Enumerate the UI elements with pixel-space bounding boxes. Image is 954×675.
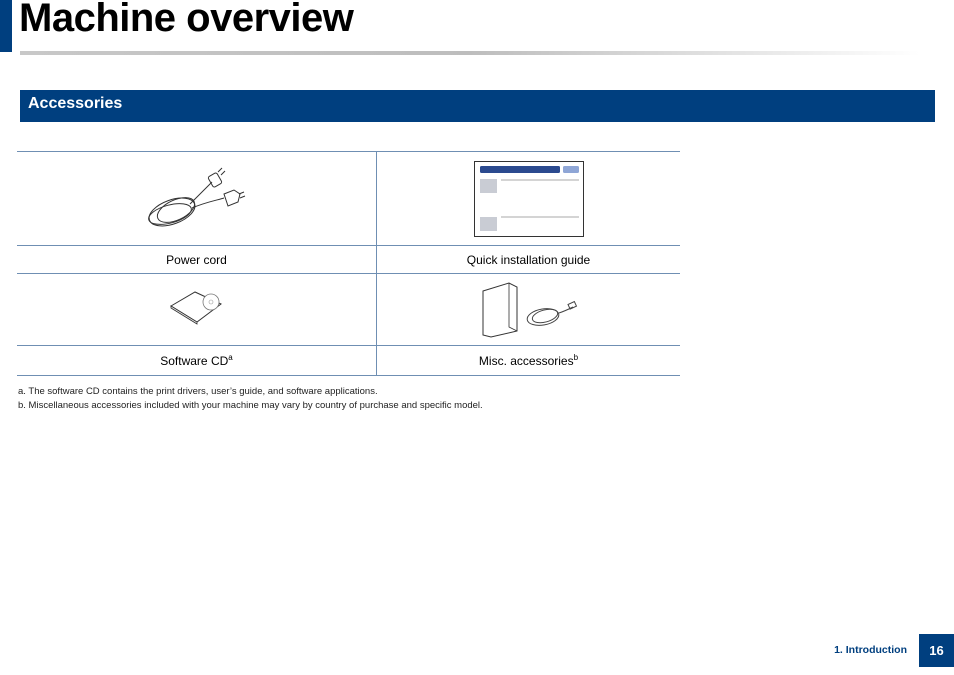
footnotes — [18, 385, 483, 412]
power-cord-label: Power cord — [17, 246, 377, 274]
quick-guide-icon — [474, 161, 584, 237]
misc-accessories-cell — [377, 274, 681, 346]
power-cord-icon — [142, 164, 252, 234]
quick-guide-cell — [377, 152, 681, 246]
table-row — [17, 346, 680, 376]
section-header — [20, 90, 935, 122]
section-title: Accessories — [28, 95, 123, 112]
misc-accessories-label — [377, 346, 681, 376]
power-cord-cell — [17, 152, 377, 246]
footnote-b: b. Miscellaneous accessories included with your machine may vary by country of purchase and specific model. — [18, 399, 483, 411]
quick-guide-label: Quick installation guide — [377, 246, 681, 274]
title-accent-bar — [0, 0, 12, 52]
software-cd-cell — [17, 274, 377, 346]
page-number: 16 — [919, 634, 954, 667]
table-row — [17, 246, 680, 274]
misc-accessories-text: Misc. accessories — [478, 353, 574, 368]
misc-accessories-icon — [479, 281, 579, 339]
page-title: Machine overview — [19, 0, 354, 40]
accessories-table — [17, 151, 680, 376]
footnote-a: a. The software CD contains the print drivers, user’s guide, and software applications. — [18, 386, 378, 397]
table-row — [17, 152, 680, 246]
footnote-ref-b: b — [573, 352, 579, 362]
footer-chapter: 1. Introduction — [834, 644, 907, 656]
software-cd-label — [17, 346, 377, 376]
table-row — [17, 274, 680, 346]
software-cd-icon — [169, 290, 225, 330]
software-cd-text: Software CD — [160, 353, 229, 368]
title-underline — [20, 51, 920, 55]
footnote-ref-a: a — [228, 352, 233, 362]
